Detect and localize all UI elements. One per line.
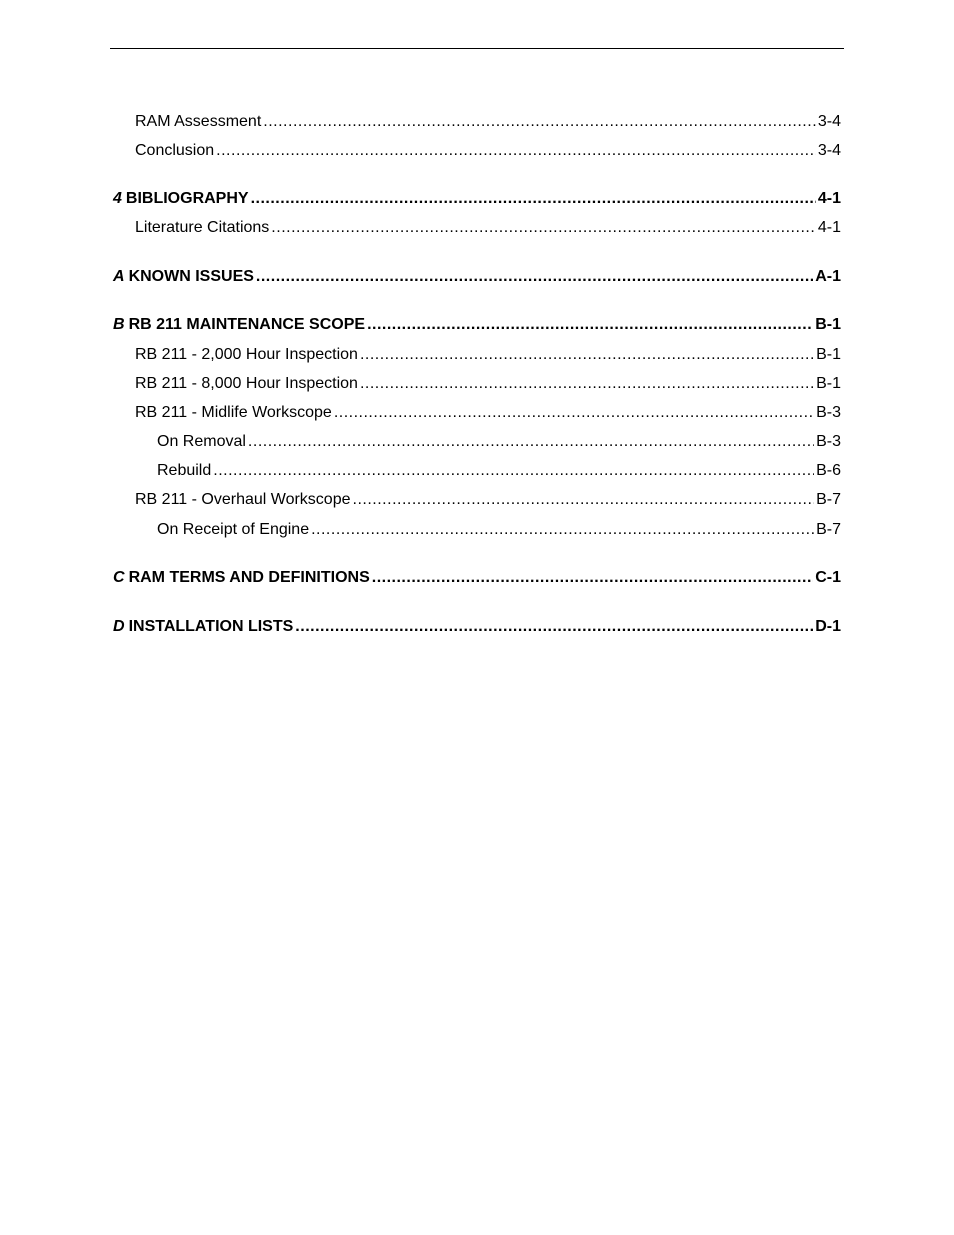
dot-leader (311, 520, 814, 540)
toc-subentry[interactable] (157, 432, 841, 452)
toc-entry-page: B-6 (816, 462, 841, 479)
dot-leader (271, 218, 816, 238)
toc-entry-title: INSTALLATION LISTS (128, 618, 294, 635)
toc-entry-title: Literature Citations (135, 219, 270, 236)
dot-leader (216, 141, 816, 161)
toc-chapter-number: 4 (113, 190, 122, 207)
dot-leader (213, 461, 814, 481)
toc-entry-page: 3-4 (817, 142, 841, 159)
dot-leader (334, 403, 814, 423)
toc-entry-page: C-1 (815, 569, 841, 586)
header-rule (110, 48, 844, 49)
toc-entry[interactable] (135, 141, 841, 161)
toc-entry-page: A-1 (815, 268, 841, 285)
toc-entry-title: RB 211 - Overhaul Workscope (135, 491, 351, 508)
toc-entry-page: 4-1 (817, 190, 841, 207)
toc-entry-page: D-1 (815, 618, 841, 635)
dot-leader (295, 617, 813, 637)
toc-entry-page: 3-4 (817, 113, 841, 130)
toc-entry[interactable] (135, 218, 841, 238)
toc-entry-page: B-7 (816, 491, 841, 508)
toc-entry-page: B-1 (816, 346, 841, 363)
dot-leader (353, 490, 815, 510)
toc-subentry[interactable] (157, 520, 841, 540)
toc-entry-page: B-3 (816, 433, 841, 450)
toc-chapter-number: C (113, 569, 125, 586)
dot-leader (360, 374, 814, 394)
toc-entry-title: RB 211 MAINTENANCE SCOPE (128, 316, 366, 333)
dot-leader (256, 267, 813, 287)
toc-entry-title: RB 211 - Midlife Workscope (135, 404, 332, 421)
toc-entry-page: B-1 (815, 316, 841, 333)
dot-leader (360, 345, 814, 365)
toc-entry-title: BIBLIOGRAPHY (125, 190, 249, 207)
toc-chapter-entry[interactable] (113, 189, 841, 209)
dot-leader (248, 432, 814, 452)
toc-entry-title: RB 211 - 8,000 Hour Inspection (135, 375, 358, 392)
toc-entry-title: RAM TERMS AND DEFINITIONS (128, 569, 370, 586)
toc-entry-title: RAM Assessment (135, 113, 262, 130)
toc-chapter-number: B (113, 316, 125, 333)
toc-entry-page: B-1 (816, 375, 841, 392)
toc-entry[interactable] (135, 345, 841, 365)
dot-leader (367, 315, 813, 335)
toc-entry[interactable] (135, 403, 841, 423)
toc-entry-title: Rebuild (157, 462, 212, 479)
toc-chapter-entry[interactable] (113, 568, 841, 588)
toc-chapter-number: A (113, 268, 125, 285)
dot-leader (263, 112, 816, 132)
toc-entry-title: On Receipt of Engine (157, 521, 310, 538)
toc-chapter-entry[interactable] (113, 315, 841, 335)
toc-chapter-number: D (113, 618, 125, 635)
toc-entry-page: B-7 (816, 521, 841, 538)
toc-entry[interactable] (135, 112, 841, 132)
toc-entry-page: 4-1 (817, 219, 841, 236)
toc-chapter-entry[interactable] (113, 267, 841, 287)
toc-entry[interactable] (135, 374, 841, 394)
toc-entry-title: Conclusion (135, 142, 215, 159)
toc-subentry[interactable] (157, 461, 841, 481)
toc-entry-title: KNOWN ISSUES (128, 268, 254, 285)
toc-chapter-entry[interactable] (113, 617, 841, 637)
toc-entry-title: On Removal (157, 433, 246, 450)
dot-leader (251, 189, 816, 209)
dot-leader (372, 568, 813, 588)
toc-entry[interactable] (135, 490, 841, 510)
toc-entry-title: RB 211 - 2,000 Hour Inspection (135, 346, 358, 363)
toc-entry-page: B-3 (816, 404, 841, 421)
